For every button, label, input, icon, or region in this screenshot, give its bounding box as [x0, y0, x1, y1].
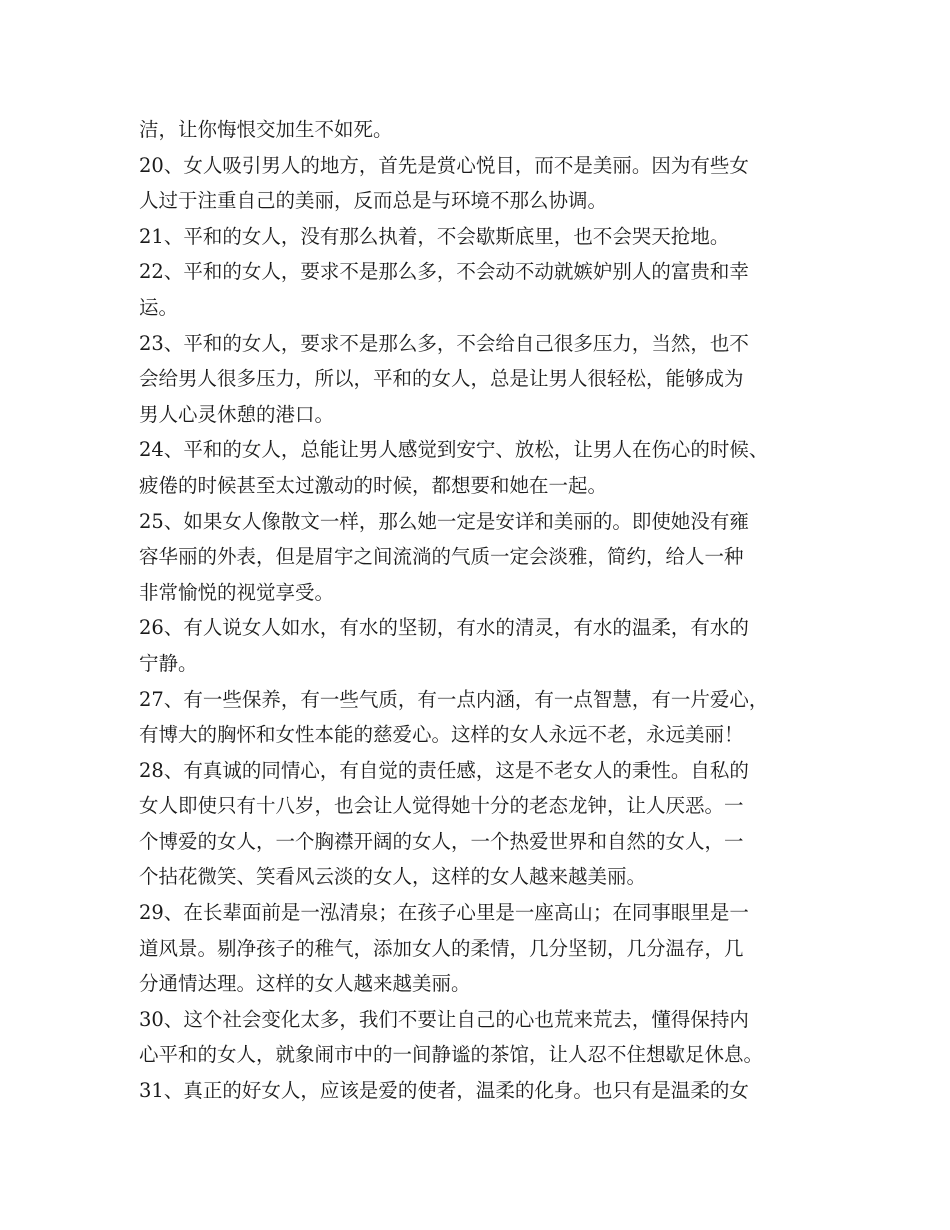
text-line: 心平和的女人，就象闹市中的一间静谧的茶馆，让人忍不住想歇足休息。 [139, 1043, 764, 1067]
text-line: 女人即使只有十八岁，也会让人觉得她十分的老态龙钟，让人厌恶。一 [139, 794, 744, 818]
text-line: 道风景。剔净孩子的稚气，添加女人的柔情，几分坚韧，几分温存，几 [139, 936, 744, 960]
text-line: 个拈花微笑、笑看风云淡的女人，这样的女人越来越美丽。 [139, 865, 647, 889]
text-line: 20、女人吸引男人的地方，首先是赏心悦目，而不是美丽。因为有些女 [139, 153, 749, 177]
text-line: 个博爱的女人，一个胸襟开阔的女人，一个热爱世界和自然的女人，一 [139, 829, 744, 853]
text-line: 31、真正的好女人，应该是爱的使者，温柔的化身。也只有是温柔的女 [139, 1079, 749, 1103]
text-line: 容华丽的外表，但是眉宇之间流淌的气质一定会淡雅，简约，给人一种 [139, 545, 744, 569]
text-line: 运。 [139, 295, 179, 319]
text-line: 会给男人很多压力，所以，平和的女人，总是让男人很轻松，能够成为 [139, 367, 744, 391]
text-line: 人过于注重自己的美丽，反而总是与环境不那么协调。 [139, 189, 608, 213]
text-line: 26、有人说女人如水，有水的坚韧，有水的清灵，有水的温柔，有水的 [139, 616, 749, 640]
text-line: 27、有一些保养，有一些气质，有一点内涵，有一点智慧，有一片爱心， [139, 687, 769, 711]
text-line: 男人心灵休憩的港口。 [139, 402, 335, 426]
text-line: 29、在长辈面前是一泓清泉；在孩子心里是一座高山；在同事眼里是一 [139, 901, 749, 925]
text-line: 洁，让你悔恨交加生不如死。 [139, 118, 393, 141]
text-line: 疲倦的时候甚至太过激动的时候，都想要和她在一起。 [139, 473, 608, 497]
text-line: 25、如果女人像散文一样，那么她一定是安详和美丽的。即使她没有雍 [139, 509, 749, 533]
text-line: 28、有真诚的同情心，有自觉的责任感，这是不老女人的秉性。自私的 [139, 758, 749, 782]
text-line: 21、平和的女人，没有那么执着，不会歇斯底里，也不会哭天抢地。 [139, 224, 730, 248]
text-line: 24、平和的女人，总能让男人感觉到安宁、放松，让男人在伤心的时候、 [139, 438, 769, 462]
text-line: 23、平和的女人，要求不是那么多，不会给自己很多压力，当然，也不 [139, 331, 749, 355]
text-line: 宁静。 [139, 651, 198, 675]
document-body [139, 112, 819, 1109]
text-line: 非常愉悦的视觉享受。 [139, 580, 335, 604]
text-line: 有博大的胸怀和女性本能的慈爱心。这样的女人永远不老，永远美丽！ [139, 723, 744, 747]
text-line: 30、这个社会变化太多，我们不要让自己的心也荒来荒去，懂得保持内 [139, 1007, 749, 1031]
text-line: 分通情达理。这样的女人越来越美丽。 [139, 972, 471, 996]
text-line: 22、平和的女人，要求不是那么多，不会动不动就嫉妒别人的富贵和幸 [139, 260, 749, 284]
